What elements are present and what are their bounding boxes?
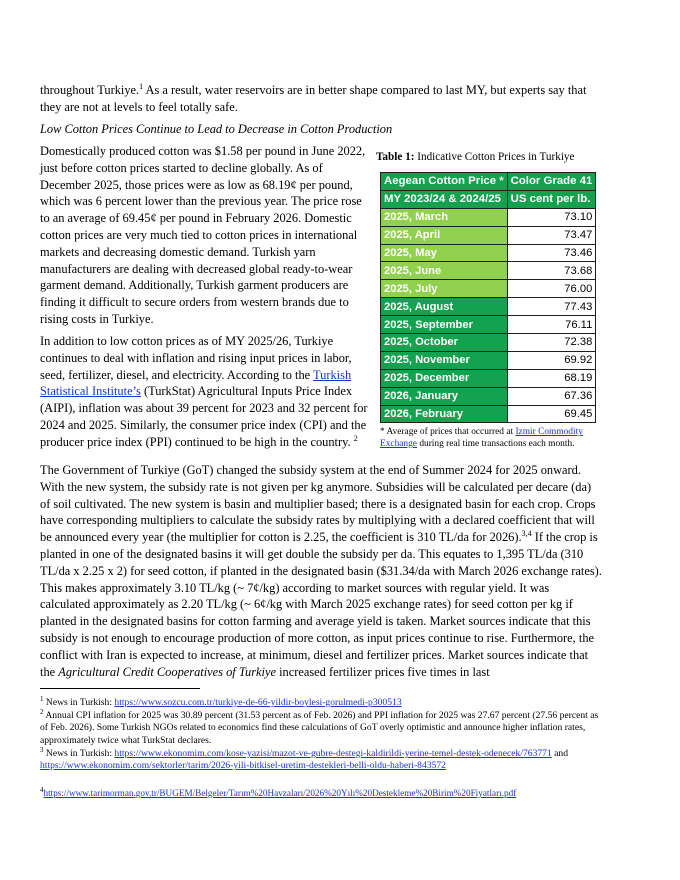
period-cell: 2025, August [381,298,508,316]
intro-text: throughout Turkiye. [40,83,140,97]
price-cell: 73.10 [507,208,596,226]
cotton-price-table-block [376,150,602,451]
period-cell: 2025, October [381,334,508,352]
footnote-number: 2 [40,707,44,716]
table-row [381,369,596,387]
table-row [381,208,596,226]
cotton-price-table [380,172,596,423]
footnote-1-link[interactable]: https://www.sozcu.com.tr/turkiye-de-66-yildir-boylesi-gorulmedi-p300513 [114,697,402,708]
subsidy-text-cont: If the crop is planted in one of the designated basins it will get double the subsidy per da. This equates to 1,395 TL/da (310 TL/da x 2.25 x 2) for seed cotton, if planted in the designated basin ($31.34/da with March 2026 exchange rates). This makes approximately 3.10 TL/kg (~ 7¢/kg) according to market sources with regular yield. It was calculated approximately as 2.20 TL/kg (~ 6¢/kg with March 2025 exchange rates) for seed cotton per kg if planted in the designated basins for cotton farming and average yield is taken. Market sources indicate that this subsidy is not enough to encourage production of more cotton, as input prices continue to rise. Furthermore, the conflict with Iran is expected to increase, at minimum, diesel and fertilizer prices. Market sources indicate that the [40,530,602,679]
table-row [381,316,596,334]
period-cell: 2025, July [381,280,508,298]
inflation-text-cont: (TurkStat) Agricultural Inputs Price Index (AIPI), inflation was about 39 percent for 2023 and 32 percent for 2024 and 2025. Similarly, the consumer price index (CPI) and the producer price index (PPI) continued to be high in the country. [40,384,368,449]
price-cell: 73.47 [507,226,596,244]
footnote-number: 4 [40,785,44,794]
header-cell: MY 2023/24 & 2024/25 [381,190,508,208]
footnote-1 [40,694,600,709]
table-note-text-cont: during real time transactions each month. [416,439,575,450]
footnote-text: News in Turkish: [43,748,115,759]
footnote-3 [40,745,600,773]
intro-paragraph [40,82,600,116]
section-heading: Low Cotton Prices Continue to Lead to Decrease in Cotton Production [40,122,393,136]
price-cell: 76.00 [507,280,596,298]
subsidy-paragraph [40,462,602,680]
table-caption-text: Indicative Cotton Prices in Turkiye [414,151,575,163]
footnote-text-and: and [551,748,569,759]
footnote-2 [40,707,600,747]
header-cell: Color Grade 41 [507,173,596,191]
table-row [381,280,596,298]
table-row [381,387,596,405]
inflation-paragraph [40,333,368,451]
price-cell: 69.45 [507,405,596,423]
period-cell: 2025, April [381,226,508,244]
period-cell: 2025, September [381,316,508,334]
footnote-4 [40,787,600,799]
footnote-ref-3-4[interactable]: 3,4 [521,529,532,539]
footnote-number: 1 [40,694,44,703]
footnote-3-link-2[interactable]: https://www.ekonomim.com/sektorler/tarim/2026-yili-bitkisel-uretim-destekleri-belli-oldu-haberi-843572 [40,760,446,772]
footnote-ref-2[interactable]: 2 [353,433,358,443]
header-cell: Aegean Cotton Price * [381,173,508,191]
price-cell: 69.92 [507,351,596,369]
price-cell: 72.38 [507,334,596,352]
izmir-exchange-link[interactable]: Izmir Commodity Exchange [380,427,583,450]
credit-cooperatives-name: Agricultural Credit Cooperatives of Turkiye [58,664,276,679]
subsidy-text: The Government of Turkiye (GoT) changed the subsidy system at the end of Summer 2024 for 2025 onward. With the new system, the subsidy rate is not given per kg anymore. Subsidies will be calculated per decare (da) of soil cultivated. The new system is basin and multiplier based; there is a designated basin for each crop. Crops have corresponding multipliers to calculate the subsidy rates by multiplying with a declared coefficient that will be announced every year (the multiplier for cotton is 2.25, the coefficient is 310 TL/da for 2026). [40,463,596,545]
intro-text-cont: As a result, water reservoirs are in better shape compared to last MY, but experts say that they are not at levels to feel totally safe. [40,83,587,114]
table-header-row [381,190,596,208]
table-row [381,298,596,316]
table-row [381,334,596,352]
turkstat-link[interactable]: Turkish Statistical Institute’s [40,367,352,399]
table-note-text: * Average of prices that occurred at [380,427,516,438]
subsidy-text-end: increased fertilizer prices five times in last [276,664,490,679]
table-note [380,427,602,450]
period-cell: 2025, May [381,244,508,262]
table-header-row [381,173,596,191]
period-cell: 2025, March [381,208,508,226]
price-cell: 68.19 [507,369,596,387]
price-cell: 73.46 [507,244,596,262]
cotton-price-paragraph: Domestically produced cotton was $1.58 per pound in June 2022, just before cotton prices started to decline globally. As of December 2025, those prices were as low as 68.19¢ per pound, which was 6 percent lower than the previous year. The price rose to an average of 69.45¢ per pound in February 2026. Domestic cotton prices are very much tied to cotton prices in international markets and decreasing domestic demand. Turkish yarn manufacturers are dealing with decreased global ready-to-wear garment demand. Additionally, Turkish garment producers are finding it difficult to secure orders from western brands due to rising costs in Turkiye. [40,144,366,326]
period-cell: 2025, November [381,351,508,369]
table-row [381,351,596,369]
footnote-number: 3 [40,745,44,754]
period-cell: 2025, December [381,369,508,387]
table-row [381,405,596,423]
period-cell: 2026, January [381,387,508,405]
table-caption [376,150,602,164]
footnote-divider [40,688,200,689]
table-caption-label: Table 1: [376,151,415,163]
table-row [381,262,596,280]
header-cell: US cent per lb. [507,190,596,208]
inflation-text: In addition to low cotton prices as of MY 2025/26, Turkiye continues to deal with inflation and rising input prices in labor, seed, fertilizer, diesel, and electricity. According to the [40,334,352,382]
table-row [381,244,596,262]
price-cell: 73.68 [507,262,596,280]
price-cell: 67.36 [507,387,596,405]
footnote-3-link-1[interactable]: https://www.ekonomim.com/kose-yazisi/mazot-ve-gubre-destegi-kaldirildi-yerine-temel-destek-odenecek/763771 [114,748,552,759]
footnote-text: News in Turkish: [43,697,115,708]
footnote-4-link[interactable]: https://www.tarimorman.gov.tr/BUGEM/Belgeler/Tarım%20Havzaları/2026%20Yılı%20Destekleme%20Birim%20Fiyatları.pdf [43,788,517,798]
price-cell: 77.43 [507,298,596,316]
period-cell: 2025, June [381,262,508,280]
price-cell: 76.11 [507,316,596,334]
footnote-text: Annual CPI inflation for 2025 was 30.89 percent (31.53 percent as of Feb. 2026) and PPI inflation for 2025 was 27.67 percent (27.56 percent as of Feb. 2026). Some Turkish NGOs related to economics find these calculations of GoT overly optimistic and announce higher inflation rates, approximately twice what TurkStat declares. [40,710,599,746]
period-cell: 2026, February [381,405,508,423]
footnote-ref-1[interactable]: 1 [139,81,144,91]
table-row [381,226,596,244]
